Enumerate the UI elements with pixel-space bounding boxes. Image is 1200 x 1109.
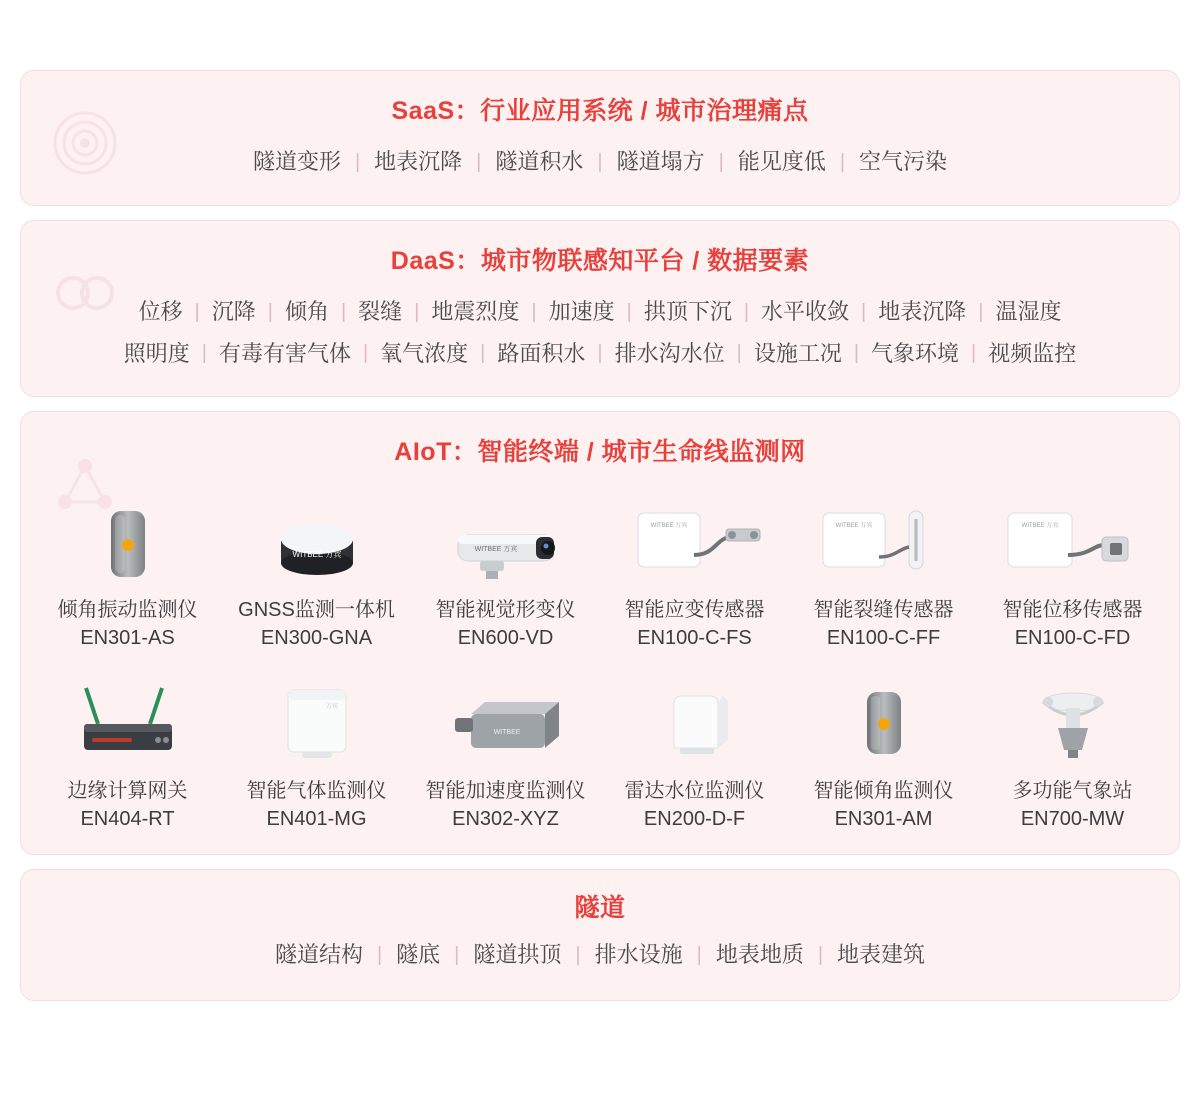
daas-tag: 氧气浓度	[380, 340, 469, 366]
tag-divider: |	[743, 300, 750, 323]
edge-gateway-icon	[58, 675, 198, 770]
tunnel-tag: 地表建筑	[837, 942, 926, 968]
tag-divider: |	[267, 300, 273, 323]
device-model: EN301-AM	[834, 808, 933, 831]
device-card[interactable]	[222, 488, 411, 663]
svg-text:WITBEE 万宾: WITBEE 万宾	[474, 546, 517, 554]
device-model: EN100-C-FF	[826, 627, 941, 650]
tag-divider: |	[194, 300, 200, 323]
device-name: 智能裂缝传感器	[813, 599, 954, 622]
tag-divider: |	[736, 342, 742, 365]
daas-tag: 路面积水	[497, 340, 586, 366]
svg-text:万宾: 万宾	[325, 704, 338, 711]
tag-divider: |	[626, 300, 632, 323]
tag-divider: |	[839, 150, 846, 173]
aiot-device-grid	[21, 482, 1179, 854]
daas-tag: 气象环境	[871, 340, 960, 366]
daas-tag: 沉降	[211, 298, 256, 324]
svg-text:WITBEE 万宾: WITBEE 万宾	[292, 550, 341, 560]
device-model: EN301-AS	[80, 627, 175, 650]
tag-divider: |	[340, 300, 347, 323]
tag-divider: |	[597, 342, 603, 365]
device-model: EN100-C-FS	[637, 627, 752, 650]
device-name: GNSS监测一体机	[238, 599, 395, 622]
daas-title-main: 城市物联感知平台 / 数据要素	[480, 246, 810, 275]
device-name: 多功能气象站	[1012, 780, 1133, 803]
tag-divider: |	[531, 300, 537, 323]
gas-monitor-icon	[262, 675, 372, 770]
device-model: EN600-VD	[457, 627, 554, 650]
device-name: 雷达水位监测仪	[624, 780, 765, 803]
device-name: 边缘计算网关	[67, 780, 188, 803]
device-card[interactable]	[33, 669, 222, 844]
tunnel-tag: 排水设施	[594, 942, 683, 968]
svg-text:WITBEE 万宾: WITBEE 万宾	[835, 523, 872, 530]
daas-tag: 水平收敛	[761, 298, 850, 324]
tag-divider: |	[480, 342, 486, 365]
tag-divider: |	[696, 944, 702, 967]
daas-tag: 排水沟水位	[614, 340, 725, 366]
strain-sensor-icon	[620, 494, 770, 589]
device-model: EN100-C-FD	[1014, 627, 1131, 650]
daas-tag: 设施工况	[753, 340, 842, 366]
gnss-monitor-icon	[257, 494, 377, 589]
device-model: EN404-RT	[80, 808, 175, 831]
tag-divider: |	[354, 150, 361, 173]
device-card[interactable]	[978, 488, 1167, 663]
tag-divider: |	[362, 342, 369, 365]
weather-station-icon	[1018, 675, 1128, 770]
device-card[interactable]	[978, 669, 1167, 844]
daas-tag: 视频监控	[988, 340, 1077, 366]
device-model: EN302-XYZ	[452, 808, 559, 831]
saas-title	[21, 71, 1179, 141]
daas-tag: 拱顶下沉	[643, 298, 732, 324]
tag-divider: |	[201, 342, 207, 365]
device-name: 倾角振动监测仪	[57, 599, 198, 622]
daas-tag: 位移	[138, 298, 183, 324]
tag-divider: |	[575, 944, 581, 967]
saas-tag: 能见度低	[737, 149, 826, 174]
svg-text:WITBEE 万宾: WITBEE 万宾	[650, 523, 687, 530]
tag-divider: |	[853, 342, 860, 365]
tag-divider: |	[861, 300, 867, 323]
tag-divider: |	[971, 342, 977, 365]
saas-tag: 地表沉降	[374, 149, 463, 174]
device-name: 智能气体监测仪	[246, 780, 387, 803]
device-name: 智能加速度监测仪	[425, 780, 586, 803]
device-card[interactable]	[789, 488, 978, 663]
aiot-card	[20, 411, 1180, 855]
device-name: 智能应变传感器	[624, 599, 765, 622]
saas-tag: 空气污染	[859, 149, 948, 174]
daas-body	[21, 291, 1179, 397]
device-model: EN200-D-F	[643, 808, 746, 831]
saas-title-main: 行业应用系统 / 城市治理痛点	[480, 97, 809, 125]
daas-tag: 裂缝	[358, 298, 403, 324]
device-name: 智能位移传感器	[1002, 599, 1143, 622]
tag-divider: |	[978, 300, 984, 323]
device-card[interactable]	[600, 669, 789, 844]
tag-divider: |	[718, 150, 724, 173]
daas-tag-row-1	[41, 291, 1159, 333]
aiot-title-main: 智能终端 / 城市生命线监测网	[477, 438, 806, 467]
saas-tag-row	[41, 141, 1159, 183]
daas-tag: 地震烈度	[431, 298, 520, 324]
tunnel-tag: 隧底	[396, 942, 441, 968]
saas-body	[21, 141, 1179, 205]
saas-tag: 隧道积水	[495, 149, 584, 174]
aiot-title-prefix: AIoT：	[394, 438, 478, 467]
tunnel-body	[21, 934, 1179, 1000]
saas-tag: 隧道变形	[252, 149, 341, 174]
device-model: EN700-MW	[1020, 808, 1125, 831]
svg-text:WITBEE 万宾: WITBEE 万宾	[1021, 523, 1058, 530]
saas-card	[20, 70, 1180, 206]
tag-divider: |	[817, 944, 824, 967]
accelerometer-icon	[441, 675, 571, 770]
tag-divider: |	[476, 150, 482, 173]
device-model: EN300-GNA	[260, 627, 373, 650]
device-card[interactable]	[600, 488, 789, 663]
tag-divider: |	[597, 150, 603, 173]
daas-tag: 倾角	[284, 298, 329, 324]
daas-tag: 有毒有害气体	[218, 340, 351, 366]
tunnel-card	[20, 869, 1180, 1001]
radar-water-level-icon	[640, 675, 750, 770]
displacement-sensor-icon	[998, 494, 1148, 589]
svg-text:WITBEE: WITBEE	[493, 729, 520, 737]
daas-title-prefix: DaaS：	[390, 246, 481, 275]
crack-sensor-icon	[809, 494, 959, 589]
tunnel-tag-row	[41, 934, 1159, 976]
device-card[interactable]	[411, 488, 600, 663]
aiot-title	[21, 412, 1179, 482]
device-card[interactable]	[411, 669, 600, 844]
tunnel-title: 隧道	[574, 894, 626, 923]
daas-tag: 温湿度	[995, 298, 1062, 324]
tag-divider: |	[454, 944, 460, 967]
tag-divider: |	[376, 944, 383, 967]
vision-camera-icon	[436, 494, 576, 589]
device-card[interactable]	[222, 669, 411, 844]
daas-card	[20, 220, 1180, 398]
tunnel-tag: 隧道拱顶	[473, 942, 562, 968]
saas-title-prefix: SaaS：	[391, 97, 481, 125]
daas-tag: 加速度	[548, 298, 615, 324]
device-name: 智能倾角监测仪	[813, 780, 954, 803]
daas-title	[21, 221, 1179, 291]
device-name: 智能视觉形变仪	[435, 599, 576, 622]
daas-tag: 照明度	[123, 340, 190, 366]
daas-tag-row-2	[41, 333, 1159, 375]
tunnel-tag: 地表地质	[715, 942, 804, 968]
tilt-sensor-icon	[849, 675, 919, 770]
device-model: EN401-MG	[266, 808, 367, 831]
tag-divider: |	[414, 300, 420, 323]
device-card[interactable]	[33, 488, 222, 663]
device-card[interactable]	[789, 669, 978, 844]
saas-tag: 隧道塌方	[616, 149, 705, 174]
tunnel-tag: 隧道结构	[274, 942, 363, 968]
tilt-vibration-sensor-icon	[93, 494, 163, 589]
daas-tag: 地表沉降	[878, 298, 967, 324]
